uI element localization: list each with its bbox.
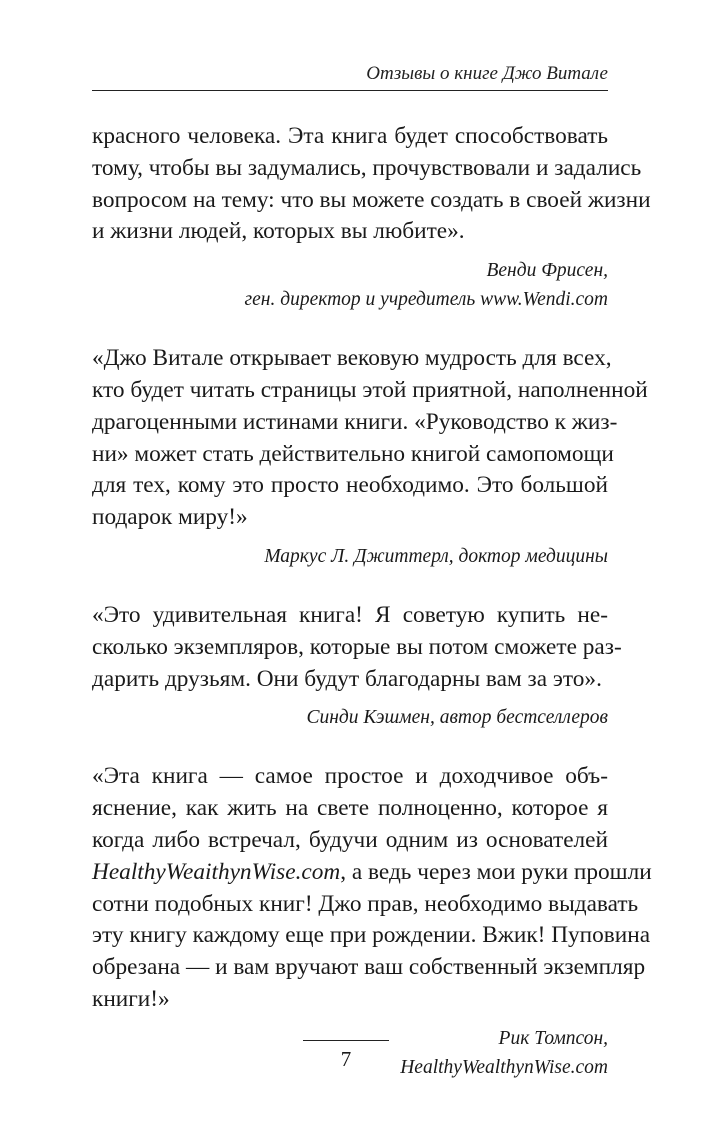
body-text [92,121,652,1082]
running-head: Отзывы о книге Джо Витале [366,63,608,84]
spacer [92,248,608,256]
review-attribution [92,703,608,732]
website-name: HealthyWeaithynWise.com [92,858,341,885]
attribution-line: Рик Томпсон, [498,1027,608,1049]
attribution-line: Маркус Л. Джиттерл, доктор медицины [264,545,608,567]
paragraph-line: «Эта книга — самое простое и доходчивое объ- [92,763,608,790]
paragraph-line: когда либо встречал, будучи одним из основателей [92,826,608,853]
spacer [92,732,608,761]
spacer [92,534,608,542]
paragraph-line: для тех, кому это просто необходимо. Это большой [92,472,608,499]
review-paragraph [92,600,622,695]
review-attribution [92,542,608,571]
attribution-line: Венди Фрисен, [486,260,608,282]
paragraph-line: драгоценными истинами книги. «Руководство к жиз- [92,408,618,435]
paragraph-line: «Джо Витале открывает вековую мудрость для всех, [92,345,612,372]
paragraph-line: «Это удивительная книга! Я советую купить не- [92,601,608,628]
footer-rule [303,1040,389,1041]
paragraph-line: сотни подобных книг! Джо прав, необходимо выдавать [92,890,639,917]
paragraph-line: обрезана — и вам вручают ваш собственный экземпляр [92,954,646,981]
paragraph-line: вопросом на тему: что вы можете создать в своей жизни [92,186,651,213]
attribution-line: HealthyWealthynWise.com [400,1056,608,1078]
attribution-line: Синди Кэшмен, автор бестселлеров [306,707,608,729]
review-paragraph [92,343,648,534]
paragraph-line: кто будет читать страницы этой приятной, наполненной [92,376,648,403]
paragraph-line: подарок миру!» [92,504,248,531]
paragraph-line: красного человека. Эта книга будет способствовать [92,123,608,149]
paragraph-line: сколько экземпляров, которые вы потом сможете раз- [92,633,622,660]
spacer [92,571,608,600]
review-paragraph [92,121,651,248]
paragraph-line: эту книгу каждому еще при рождении. Вжик! Пуповина [92,922,651,949]
paragraph-line: и жизни людей, которых вы любите». [92,218,465,245]
paragraph-line: яснение, как жить на свете полноценно, которое я [92,795,608,822]
spacer [92,1016,608,1024]
review-paragraph [92,761,652,1015]
page-number: 7 [340,1047,352,1071]
paragraph-line: дарить друзьям. Они будут благодарны вам за это». [92,665,602,692]
paragraph-line: книги!» [92,985,170,1012]
paragraph-line: тому, чтобы вы задумались, прочувствовали и задались [92,154,642,181]
attribution-line: ген. директор и учредитель www.Wendi.com [244,289,608,311]
header-rule [92,90,608,91]
review-attribution [92,256,608,314]
paragraph-line: ни» может стать действительно книгой самопомощи [92,440,614,467]
spacer [92,695,608,703]
paragraph-line: HealthyWeaithynWise.com, а ведь через мои руки прошли [92,858,652,885]
spacer [92,314,608,343]
